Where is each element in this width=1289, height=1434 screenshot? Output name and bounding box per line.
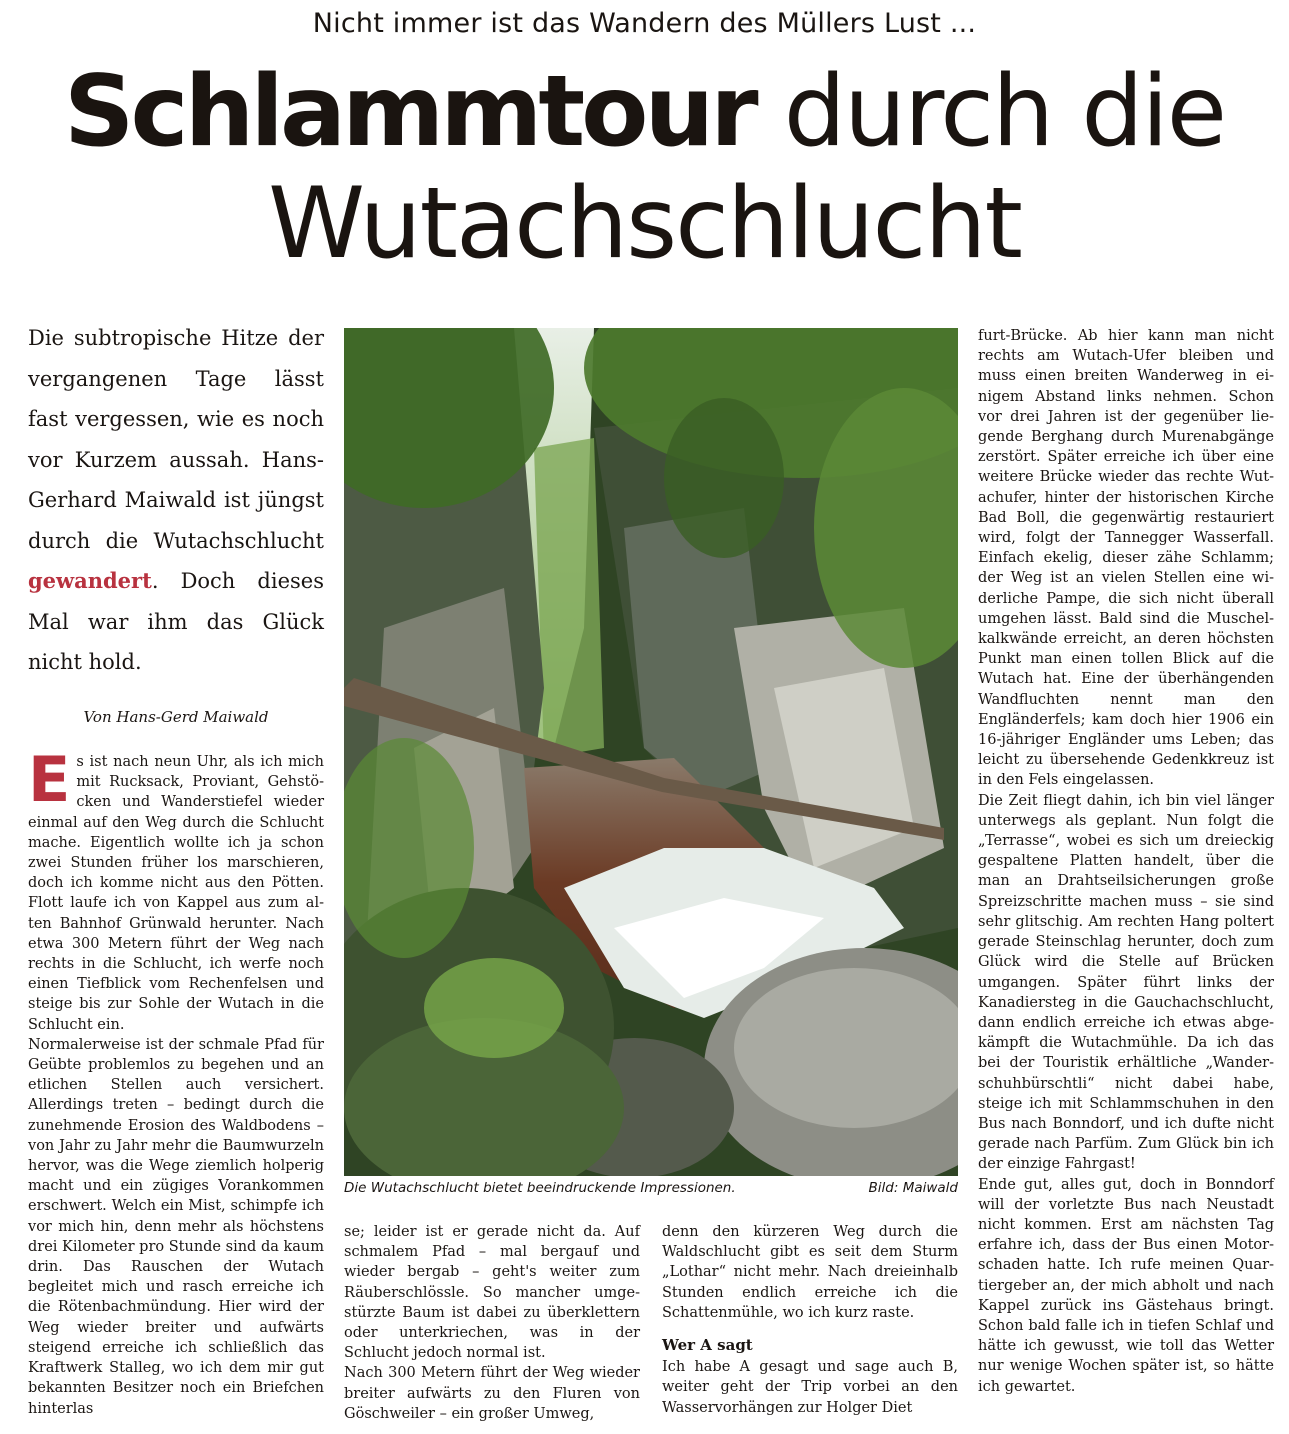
- col4-paragraph-2: Die Zeit fliegt dahin, ich bin viel länger unterwegs als geplant. Nun folgt die „Terrasse“, wobei es sich um dreieckig gespaltene Platten handelt, über die man an Drahtseilsicherungen große Spreizschritte machen muss – sie sind sehr glitschig. Am rechten Hang poltert gerade Steinschlag herunter, doch zum Glück wird die Stelle auf Brücken umgangen. Später führt links der Kanadiersteg in die Gauchachschlucht, dann endlich erreiche ich etwas abgekämpft die Wutachmühle. Da ich das bei der Touristik erhältliche „Wanderschuhbürschtli“ nicht dabei habe, steige ich mit Schlammschuhen in den Bus nach Bonndorf, und ich dufte nicht gerade nach Parfüm. Zum Glück bin ich der einzige Fahrgast!: [978, 792, 1274, 1173]
- article-lead: [28, 318, 324, 683]
- col4-paragraph-3: Ende gut, alles gut, doch in Bonndorf will der vorletzte Bus nach Neustadt nicht kommen. Erst am nächsten Tag erfahre ich, dass der Bus einen Motorschaden hatte. Ich rufe meinen Quartiergeber an, der mich abholt und nach Kappel zurück ins Gästehaus bringt. Schon bald falle ich in tiefen Schlaf und hätte ich gewusst, wie toll das Wetter nur wenige Wochen später ist, so hätte ich gewartet.: [978, 1176, 1274, 1395]
- headline-line2: Wutachschlucht: [268, 167, 1021, 281]
- gorge-photo: [344, 328, 958, 1176]
- headline-bold-word: Schlammtour: [63, 55, 755, 169]
- col2-paragraph-1: se; leider ist er gerade nicht da. Auf schmalem Pfad – mal bergauf und wieder bergab – geht's weiter zum Räuberschlössle. So mancher umgestürzte Baum ist dabei zu überklettern oder unterkriechen, was in der Schlucht jedoch normal ist.: [344, 1224, 640, 1362]
- col3-paragraph-2: Ich habe A gesagt und sage auch B, weiter geht der Trip vorbei an den Wasservorhängen zur Holger Diet: [662, 1359, 958, 1416]
- col2-paragraph-2: Nach 300 Metern führt der Weg wieder breiter aufwärts zu den Fluren von Göschweiler – ein großer Umweg,: [344, 1365, 640, 1422]
- photo-caption-row: [344, 1180, 958, 1196]
- text-column-4: [978, 326, 1274, 1397]
- photo-caption: Die Wutachschlucht bietet beeindruckende Impressionen.: [344, 1180, 736, 1196]
- headline-line1-rest: durch die: [754, 55, 1226, 169]
- text-column-2: [344, 1222, 640, 1424]
- text-column-1: [28, 743, 324, 1419]
- col1-paragraph-1: Es ist nach neun Uhr, als ich mich mit Rucksack, Proviant, Gehstöcken und Wanderstiefel wieder einmal auf den Weg durch die Schlucht mache. Eigentlich wollte ich ja schon zwei Stunden früher los marschieren, doch ich komme nicht aus den Pötten. Flott laufe ich von Kappel aus zum alten Bahnhof Grünwald herunter. Nach etwa 300 Metern führt der Weg nach rechts in die Schlucht, ich werfe noch einen Tiefblick vom Rechenfelsen und steige bis zur Sohle der Wutach in die Schlucht ein.: [28, 743, 324, 1033]
- col4-paragraph-1: furt-Brücke. Ab hier kann man nicht rechts am Wutach-Ufer bleiben und muss einen breiten Wanderweg in einigem Abstand links nehmen. Schon vor drei Jahren ist der gegenüber liegende Berghang durch Murenabgänge zerstört. Später erreiche ich über eine weitere Brücke wieder das rechte Wutachufer, hinter der historischen Kirche Bad Boll, die gegenwärtig restauriert wird, folgt der Tannegger Wasserfall. Einfach ekelig, dieser zähe Schlamm; der Weg ist an vielen Stellen eine widerliche Pampe, die sich nicht überall umgehen lässt. Bald sind die Muschelkalkwände erreicht, an deren höchsten Punkt man einen tollen Blick auf die Wutach hat. Eine der überhängenden Wandfluchten nennt man den Engländerfels; kam doch hier 1906 ein 16-jähriger Engländer ums Leben; das leicht zu übersehende Gedenkkreuz ist in den Fels eingelassen.: [978, 328, 1274, 789]
- gorge-photo-illustration: [344, 328, 958, 1176]
- drop-cap: E: [28, 743, 71, 816]
- col3-paragraph-1: denn den kürzeren Weg durch die Waldschlucht gibt es seit dem Sturm „Lothar“ nicht mehr. Nach dreieinhalb Stunden endlich erreiche ich die Schattenmühle, wo ich kurz raste.: [662, 1224, 958, 1321]
- article-byline: Von Hans-Gerd Maiwald: [83, 708, 269, 726]
- lead-tail: . Doch dieses Mal war ihm das Glück nicht hold.: [28, 569, 324, 674]
- lead-highlight: gewandert: [28, 568, 152, 593]
- photo-credit: Bild: Maiwald: [868, 1180, 958, 1196]
- col3-subhead: Wer A sagt: [662, 1336, 753, 1355]
- text-column-3: [662, 1222, 958, 1418]
- col1-paragraph-2: Normalerweise ist der schmale Pfad für Geübte problemlos zu begehen und an etlichen Stellen auch versichert. Allerdings treten – bedingt durch die zunehmende Erosion des Waldbodens – von Jahr zu Jahr mehr die Baumwurzeln hervor, was die Wege ziemlich holperig macht und ein zügiges Vorankommen erschwert. Welch ein Mist, schimpfe ich vor mich hin, denn mehr als höchstens drei Kilometer pro Stunde sind da kaum drin. Das Rauschen der Wutach begleitet mich und rasch erreiche ich die Rötenbachmündung. Hier wird der Weg wieder breiter und aufwärts steigend erreiche ich schließlich das Kraftwerk Stalleg, wo ich dem mir gut bekannten Besitzer noch ein Briefchen hinterlas: [28, 1036, 324, 1417]
- article-headline: [0, 56, 1289, 280]
- lead-text: Die subtropische Hitze der vergangenen Tage lässt fast vergessen, wie es noch vor Kurzem aussah. Hans-Gerhard Maiwald ist jüngst durch die Wutachschlucht: [28, 326, 324, 553]
- article-kicker: Nicht immer ist das Wandern des Müllers Lust ...: [312, 8, 977, 39]
